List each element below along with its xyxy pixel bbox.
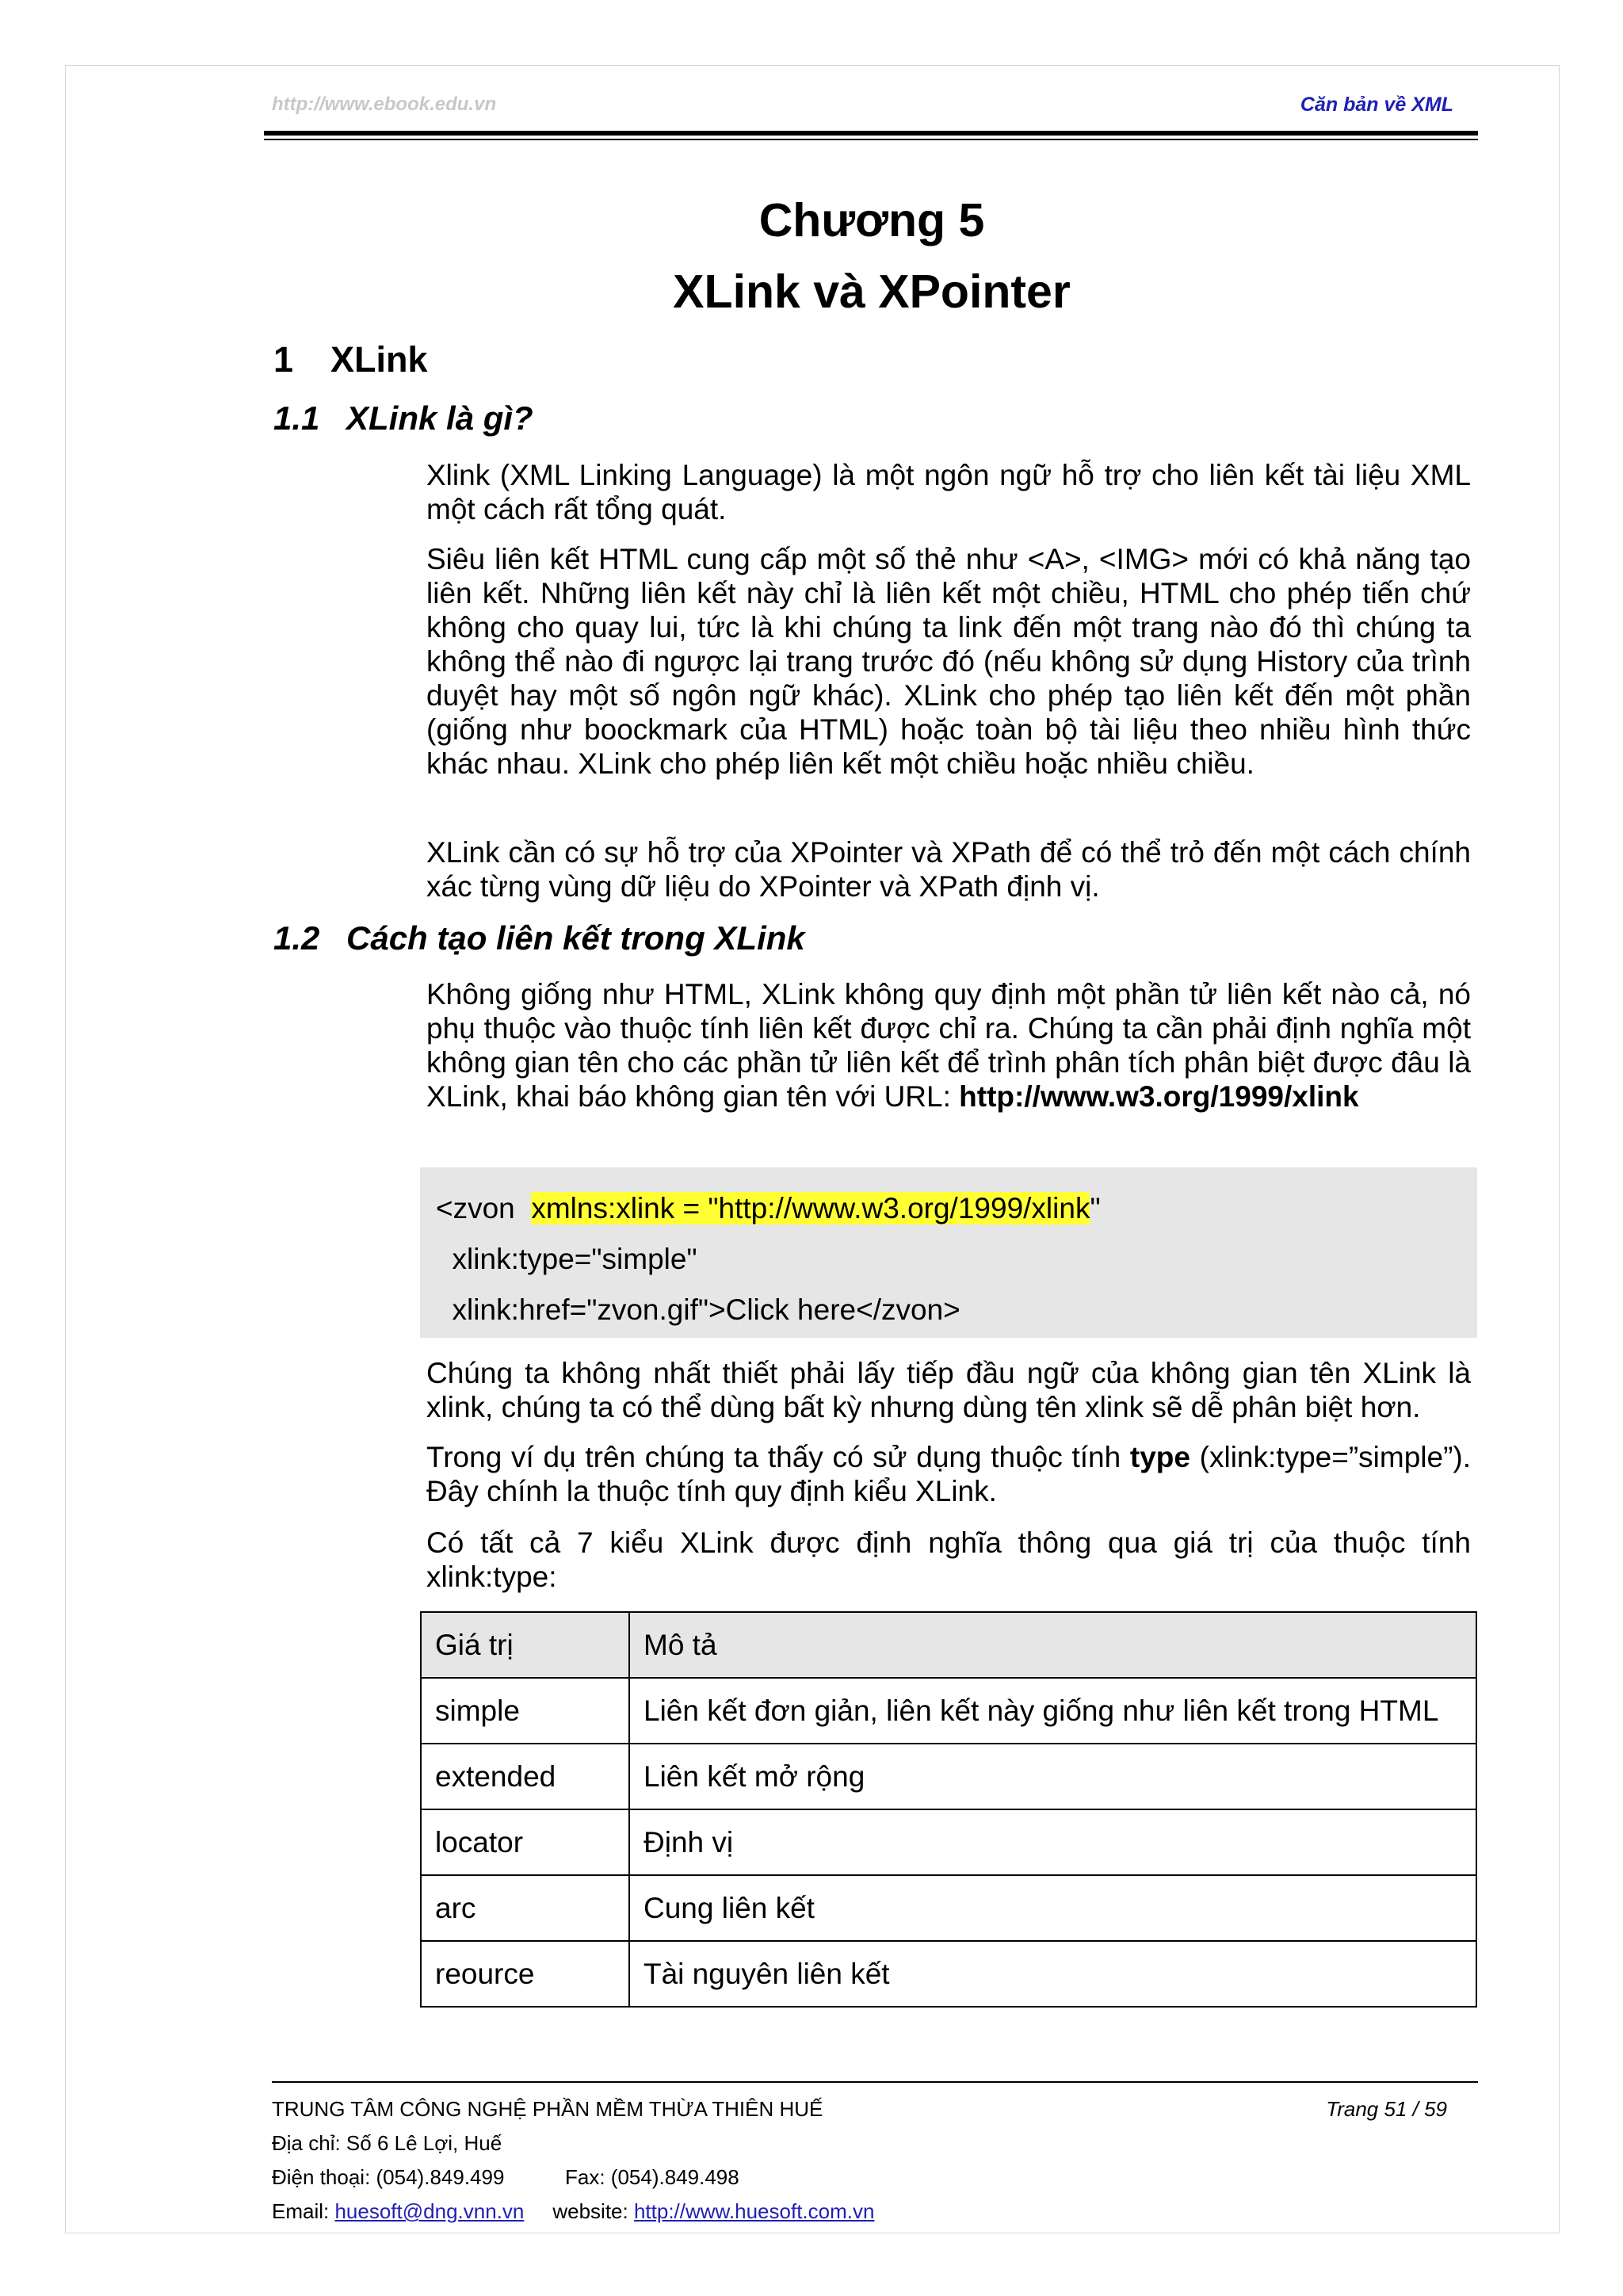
table-cell: extended	[421, 1744, 629, 1809]
footer-rule	[272, 2081, 1478, 2083]
section-title: XLink là gì?	[346, 399, 533, 437]
table-row	[421, 1744, 1476, 1809]
paragraph: Xlink (XML Linking Language) là một ngôn ngữ hỗ trợ cho liên kết tài liệu XML một cách rất tổng quát.	[426, 459, 1471, 525]
paragraph-text: Trong ví dụ trên chúng ta thấy có sử dụng thuộc tính	[426, 1441, 1130, 1473]
chapter-title: XLink và XPointer	[673, 266, 1071, 318]
table-row	[421, 1809, 1476, 1875]
code-highlight: xmlns:xlink = "http://www.w3.org/1999/xlink	[531, 1192, 1090, 1224]
footer-contact	[272, 2165, 739, 2190]
header-rule	[264, 131, 1478, 136]
paragraph: XLink cần có sự hỗ trợ của XPointer và XPath để có thể trỏ đến một cách chính xác từng vùng dữ liệu do XPointer và XPath định vị.	[426, 836, 1471, 903]
code-line	[436, 1183, 1477, 1234]
table-header-cell: Mô tả	[629, 1612, 1476, 1678]
section-number: 1.2	[273, 919, 320, 957]
paragraph: Chúng ta không nhất thiết phải lấy tiếp đầu ngữ của không gian tên XLink là xlink, chúng ta có thể dùng bất kỳ nhưng dùng tên xlink sẽ dễ phân biệt hơn.	[426, 1357, 1471, 1423]
paragraph	[426, 1440, 1471, 1508]
footer-phone: Điện thoại: (054).849.499	[272, 2165, 505, 2189]
table-cell: Liên kết đơn giản, liên kết này giống như liên kết trong HTML	[629, 1678, 1476, 1744]
paragraph-text: (xlink:type=”simple”). Đây chính la thuộc tính quy định kiểu XLink.	[426, 1441, 1471, 1507]
table-row	[421, 1678, 1476, 1744]
header-url: http://www.ebook.edu.vn	[272, 94, 497, 115]
table-cell: Liên kết mở rộng	[629, 1744, 1476, 1809]
table-row	[421, 1941, 1476, 2007]
section-1-heading	[273, 339, 428, 380]
section-1-2-heading	[273, 919, 805, 957]
table-header-cell: Giá trị	[421, 1612, 629, 1678]
section-title: XLink	[330, 339, 428, 380]
footer-address: Địa chỉ: Số 6 Lê Lợi, Huế	[272, 2131, 502, 2155]
paragraph: Siêu liên kết HTML cung cấp một số thẻ như <A>, <IMG> mới có khả năng tạo liên kết. Những liên kết này chỉ là liên kết một chiều, HTML cho phép tiến chứ không cho quay lui, tức là khi chúng ta link đến một trang nào đó thì chúng ta không thể nào đi ngược lại trang trước đó (nếu không sử dụng History của trình duyệt hay một số ngôn ngữ khác). XLink cho phép tạo liên kết đến một phần (giống như boockmark của HTML) hoặc toàn bộ tài liệu theo nhiều hình thức khác nhau. XLink cho phép liên kết một chiều hoặc nhiều chiều.	[426, 543, 1471, 780]
code-text: <zvon	[436, 1192, 532, 1224]
code-text: "	[1090, 1192, 1101, 1224]
paragraph	[426, 977, 1471, 1114]
section-number: 1	[273, 339, 294, 380]
chapter-number: Chương 5	[758, 194, 985, 246]
code-block	[420, 1167, 1477, 1338]
table-cell: Tài nguyên liên kết	[629, 1941, 1476, 2007]
table-cell: Cung liên kết	[629, 1875, 1476, 1941]
table-cell: reource	[421, 1941, 629, 2007]
section-number: 1.1	[273, 399, 320, 437]
header-title: Căn bản về XML	[1300, 94, 1453, 116]
footer-org: TRUNG TÂM CÔNG NGHỆ PHẦN MỀM THỪA THIÊN HUẾ	[272, 2097, 823, 2121]
page-number: Trang 51 / 59	[1326, 2097, 1447, 2121]
code-line: xlink:href="zvon.gif">Click here</zvon>	[436, 1293, 960, 1326]
paragraph: Có tất cả 7 kiểu XLink được định nghĩa thông qua giá trị của thuộc tính xlink:type:	[426, 1526, 1471, 1593]
section-title: Cách tạo liên kết trong XLink	[346, 919, 805, 957]
section-1-1-heading	[273, 399, 533, 437]
website-label: website:	[552, 2199, 634, 2223]
table-cell: arc	[421, 1875, 629, 1941]
table-header-row	[421, 1612, 1476, 1678]
website-link[interactable]: http://www.huesoft.com.vn	[633, 2199, 875, 2223]
footer-links	[272, 2199, 874, 2224]
email-label: Email:	[272, 2199, 335, 2223]
header-rule-thin	[264, 139, 1478, 140]
footer-fax: Fax: (054).849.498	[565, 2165, 739, 2189]
table-row	[421, 1875, 1476, 1941]
code-line: xlink:type="simple"	[436, 1243, 697, 1275]
paragraph-text: Không giống như HTML, XLink không quy định một phần tử liên kết nào cả, nó phụ thuộc vào thuộc tính liên kết được chỉ ra. Chúng ta cần phải định nghĩa một không gian tên cho các phần tử liên kết để trình phân tích phân biệt được đâu là XLink, khai báo không gian tên với URL:	[426, 978, 1471, 1113]
table-cell: locator	[421, 1809, 629, 1875]
bold-term: type	[1129, 1441, 1190, 1473]
table-cell: Định vị	[629, 1809, 1476, 1875]
xlink-types-table	[420, 1611, 1477, 2008]
table-cell: simple	[421, 1678, 629, 1744]
namespace-url: http://www.w3.org/1999/xlink	[959, 1080, 1359, 1113]
email-link[interactable]: huesoft@dng.vnn.vn	[334, 2199, 525, 2223]
